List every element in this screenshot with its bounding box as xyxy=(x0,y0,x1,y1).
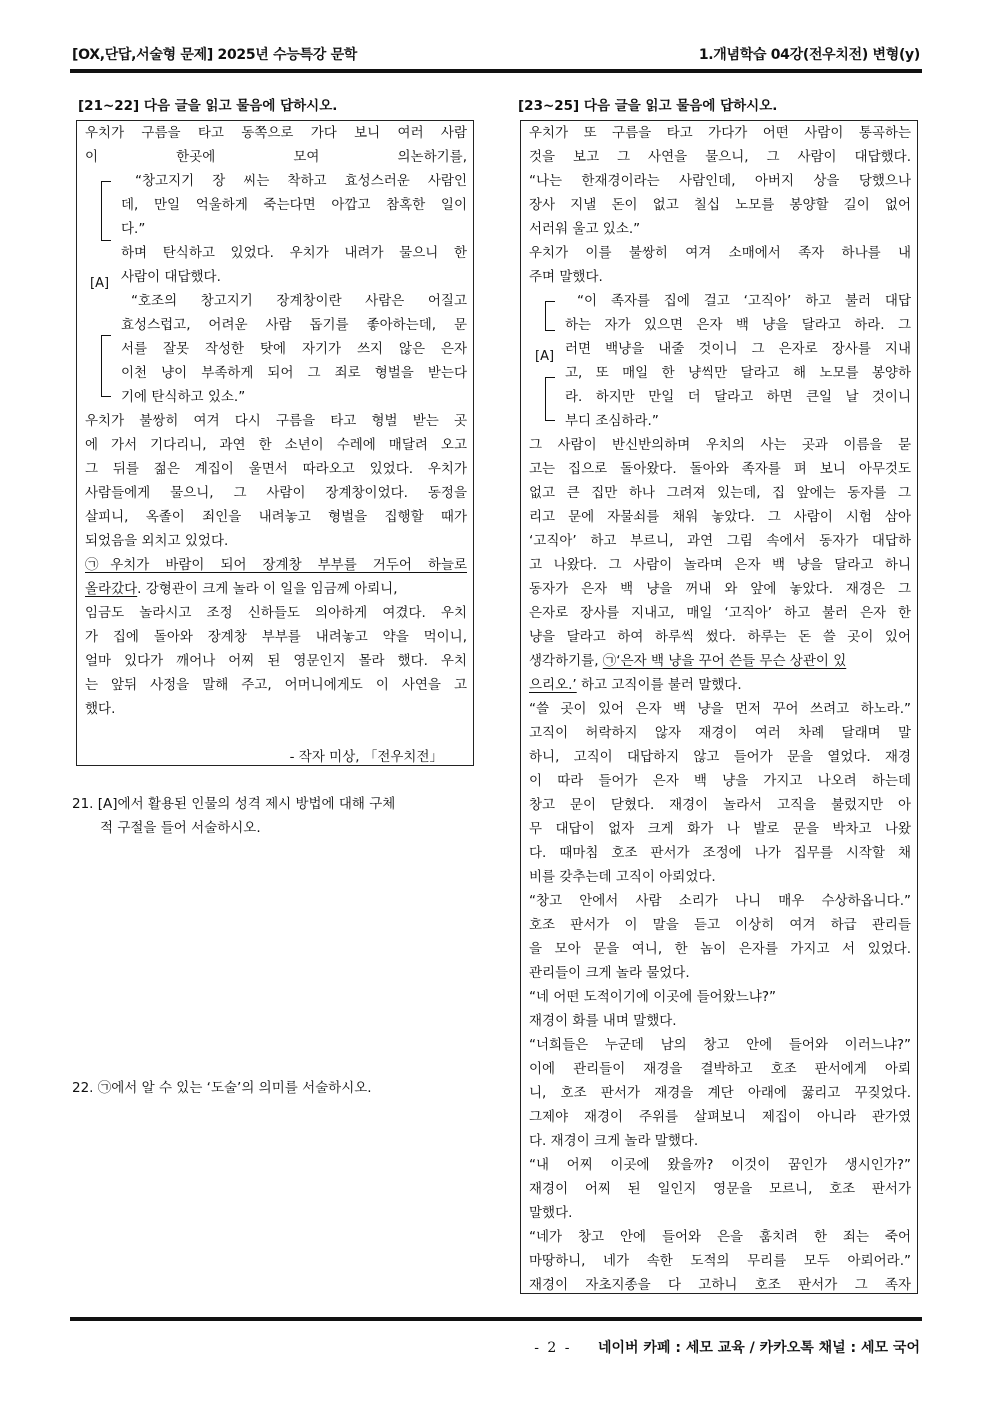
bracket-a-bottom xyxy=(545,377,555,421)
underlined-phrase: 올라갔다 xyxy=(85,581,138,597)
passage-line-start: 생각하기를, xyxy=(529,653,603,669)
passage-line: 니, 호조 판서가 재경을 계단 아래에 꿇리고 꾸짖었다. xyxy=(529,1085,911,1101)
passage-line: “네가 창고 안에 들어와 은을 훔치려 한 죄는 죽어 xyxy=(529,1229,911,1245)
passage-line: 그제야 재경이 주위를 살펴보니 제집이 아니라 관가였 xyxy=(529,1109,911,1125)
passage-line: 다. 재경이 크게 놀라 말했다. xyxy=(529,1133,699,1149)
passage-line: 말했다. xyxy=(529,1205,573,1221)
passage-line: 는 앞뒤 사정을 말해 주고, 어머니에게도 이 사연을 고 xyxy=(85,677,467,693)
passage-line: 비를 갖추는데 고직이 아뢰었다. xyxy=(529,869,716,885)
passage-line: 이 따라 들어가 은자 백 냥을 가지고 나오려 하는데 xyxy=(529,773,911,789)
passage-line: 그 사람이 반신반의하며 우치의 사는 곳과 이름을 묻 xyxy=(529,437,911,453)
underlined-passage-line: ㉠우치가 바람이 되어 장계창 부부를 거두어 하늘로 xyxy=(85,557,467,573)
right-passage-box xyxy=(520,120,918,1294)
bracket-a-top xyxy=(101,181,111,241)
passage-line: 다.” xyxy=(121,221,146,237)
passage-line: 냥을 달라고 하여 하루씩 썼다. 하루는 돈 쓸 곳이 있어 xyxy=(529,629,911,645)
passage-line xyxy=(529,673,911,697)
passage-line: 부디 조심하라.” xyxy=(565,413,659,429)
passage-line: 우치가 구름을 타고 동쪽으로 가다 보니 여러 사람 xyxy=(85,125,467,141)
passage-line: “창고 안에서 사람 소리가 나니 매우 수상하옵니다.” xyxy=(529,893,911,909)
passage-line: 하는 자가 있으면 은자 백 냥을 달라고 하라. 그 xyxy=(565,317,911,333)
passage-line: 무 대답이 없자 크게 화가 나 발로 문을 박차고 나왔 xyxy=(529,821,911,837)
passage-line: 임금도 놀라시고 조정 신하들도 의아하게 여겼다. 우치 xyxy=(85,605,467,621)
passage-line: 서를 잘못 작성한 탓에 자기가 쓰지 않은 은자 xyxy=(121,341,467,357)
passage-line: 사람들에게 물으니, 그 사람이 장계창이었다. 동정을 xyxy=(85,485,467,501)
question-21 xyxy=(72,792,478,840)
passage-line: 을 모아 문을 여니, 한 놈이 은자를 가지고 서 있었다. xyxy=(529,941,911,957)
right-intro: [23~25] 다음 글을 읽고 물음에 답하시오. xyxy=(518,98,778,114)
passage-line: 우치가 불쌍히 여겨 다시 구름을 타고 형벌 받는 곳 xyxy=(85,413,467,429)
footer-info: 네이버 카페 : 세모 교육 / 카카오톡 채널 : 세모 국어 xyxy=(597,1340,920,1356)
header-rule xyxy=(70,69,922,73)
passage-line: “이 족자를 집에 걸고 ‘고직아’ 하고 불러 대답 xyxy=(577,293,911,309)
bracket-a-top xyxy=(545,301,555,331)
passage-line: 장사 지낼 돈이 없고 칠십 노모를 봉양할 길이 없어 xyxy=(529,197,911,213)
page-header-left: [OX,단답,서술형 문제] 2025년 수능특강 문학 xyxy=(72,47,358,63)
bracket-a-label: [A] xyxy=(535,349,555,364)
left-passage-box xyxy=(76,120,474,766)
passage-line: 고는 집으로 돌아왔다. 돌아와 족자를 펴 보니 아무것도 xyxy=(529,461,911,477)
passage-line: 이 한곳에 모여 의논하기를, xyxy=(85,149,467,165)
passage-line: 하니, 고직이 대답하지 않고 들어가 문을 열었다. 재경 xyxy=(529,749,911,765)
page-header-right: 1.개념학습 04강(전우치전) 변형(y) xyxy=(698,47,920,63)
footer-rule xyxy=(70,1317,922,1321)
passage-line: 재경이 자초지종을 다 고하니 호조 판서가 그 족자 xyxy=(529,1277,911,1293)
passage-line: 재경이 화를 내며 말했다. xyxy=(529,1013,677,1029)
passage-line: 데, 만일 억울하게 죽는다면 아깝고 참혹한 일이 xyxy=(121,197,467,213)
passage-line: 서러워 울고 있소.” xyxy=(529,221,641,237)
passage-line: 은자로 장사를 지내고, 매일 ‘고직아’ 하고 불러 은자 한 xyxy=(529,605,911,621)
passage-line: “나는 한재경이라는 사람인데, 아버지 상을 당했으나 xyxy=(529,173,911,189)
passage-line: ‘고직아’ 하고 부르니, 과연 그림 속에서 동자가 대답하 xyxy=(529,533,911,549)
passage-line: “호조의 창고지기 장계창이란 사람은 어질고 xyxy=(131,293,467,309)
passage-line: 되었음을 외치고 있었다. xyxy=(85,533,229,549)
passage-line: “네 어떤 도적이기에 이곳에 들어왔느냐?” xyxy=(529,989,776,1005)
source-credit: - 작자 미상, 「전우치전」 xyxy=(289,749,443,765)
question-22-line1: 22. ㉠에서 알 수 있는 ‘도술’의 의미를 서술하시오. xyxy=(72,1080,372,1096)
passage-line: 얼마 있다가 깨어나 어찌 된 영문인지 몰라 했다. 우치 xyxy=(85,653,467,669)
page-number: - 2 - xyxy=(534,1340,572,1356)
passage-line: 라. 하지만 만일 더 달라고 하면 큰일 날 것이니 xyxy=(565,389,911,405)
passage-line: 없고 큰 집만 하나 그려져 있는데, 집 앞에는 동자를 그 xyxy=(529,485,911,501)
passage-line: 에 가서 기다리니, 과연 한 소년이 수레에 매달려 오고 xyxy=(85,437,467,453)
question-21-line2: 적 구절을 들어 서술하시오. xyxy=(100,820,261,836)
passage-line: 창고 문이 닫혔다. 재경이 놀라서 고직을 불렀지만 아 xyxy=(529,797,911,813)
passage-line: 했다. xyxy=(85,701,116,717)
passage-line: 것을 보고 그 사연을 물으니, 그 사람이 대답했다. xyxy=(529,149,911,165)
passage-line: 러면 백냥을 내줄 것이니 그 은자로 장사를 지내 xyxy=(565,341,911,357)
passage-line: “너희들은 누군데 남의 창고 안에 들어와 이러느냐?” xyxy=(529,1037,911,1053)
passage-line: 효성스럽고, 어려운 사람 돕기를 좋아하는데, 문 xyxy=(121,317,467,333)
passage-line: 이천 냥이 부족하게 되어 그 죄로 형벌을 받는다 xyxy=(121,365,467,381)
passage-line-rest: . 강형관이 크게 놀라 이 일을 임금께 아뢰니, xyxy=(137,581,398,597)
bracket-a-label: [A] xyxy=(90,276,110,291)
bracket-a-bottom xyxy=(101,335,111,397)
passage-line: “내 어찌 이곳에 왔을까? 이것이 꿈인가 생시인가?” xyxy=(529,1157,911,1173)
passage-line: 호조 판서가 이 말을 듣고 이상히 여겨 하급 관리들 xyxy=(529,917,911,933)
passage-line: 리고 문에 자물쇠를 채워 놓았다. 그 사람이 시험 삼아 xyxy=(529,509,911,525)
underlined-phrase: ㉠‘은자 백 냥을 꾸어 쓴들 무슨 상관이 있 xyxy=(602,653,847,669)
passage-line: 그 뒤를 젊은 계집이 울면서 따라오고 있었다. 우치가 xyxy=(85,461,467,477)
passage-line: 우치가 이를 불쌍히 여겨 소매에서 족자 하나를 내 xyxy=(529,245,911,261)
passage-line: 살피니, 옥졸이 죄인을 내려놓고 형벌을 집행할 때가 xyxy=(85,509,467,525)
passage-line: 마땅하니, 네가 속한 도적의 무리를 모두 아뢰어라.” xyxy=(529,1253,911,1269)
underlined-phrase-end: 으리오.’ xyxy=(529,677,577,693)
passage-line: 관리들이 크게 놀라 물었다. xyxy=(529,965,690,981)
passage-line: 동자가 은자 백 냥을 꺼내 와 앞에 놓았다. 재경은 그 xyxy=(529,581,911,597)
passage-line-rest: 하고 고직이를 불러 말했다. xyxy=(576,677,742,693)
passage-line: “쓸 곳이 있어 은자 백 냥을 먼저 꾸어 쓰려고 하노라.” xyxy=(529,701,911,717)
left-intro: [21~22] 다음 글을 읽고 물음에 답하시오. xyxy=(78,98,338,114)
passage-line: 하며 탄식하고 있었다. 우치가 내려가 물으니 한 xyxy=(121,245,467,261)
question-22 xyxy=(72,1076,478,1100)
passage-line: 가 집에 돌아와 장계창 부부를 내려놓고 약을 먹이니, xyxy=(85,629,467,645)
passage-line: 고, 또 매일 한 냥씩만 달라고 해 노모를 봉양하 xyxy=(565,365,911,381)
passage-line xyxy=(85,577,467,601)
passage-line xyxy=(529,649,911,673)
passage-line: 이에 관리들이 재경을 결박하고 호조 판서에게 아뢰 xyxy=(529,1061,911,1077)
passage-line: 기에 탄식하고 있소.” xyxy=(121,389,246,405)
passage-line: 우치가 또 구름을 타고 가다가 어떤 사람이 통곡하는 xyxy=(529,125,911,141)
passage-line: 다. 때마침 호조 판서가 조정에 나가 집무를 시작할 채 xyxy=(529,845,911,861)
passage-line: 고직이 허락하지 않자 재경이 여러 차례 달래며 말 xyxy=(529,725,911,741)
passage-line: “창고지기 장 씨는 착하고 효성스러운 사람인 xyxy=(135,173,467,189)
passage-line: 고 나왔다. 그 사람이 놀라며 은자 백 냥을 달라고 하니 xyxy=(529,557,911,573)
page-footer xyxy=(534,1337,920,1357)
passage-line: 주며 말했다. xyxy=(529,269,603,285)
passage-line: 재경이 어찌 된 일인지 영문을 모르니, 호조 판서가 xyxy=(529,1181,911,1197)
passage-line: 사람이 대답했다. xyxy=(121,269,221,285)
question-21-line1: 21. [A]에서 활용된 인물의 성격 제시 방법에 대해 구체 xyxy=(72,796,396,812)
